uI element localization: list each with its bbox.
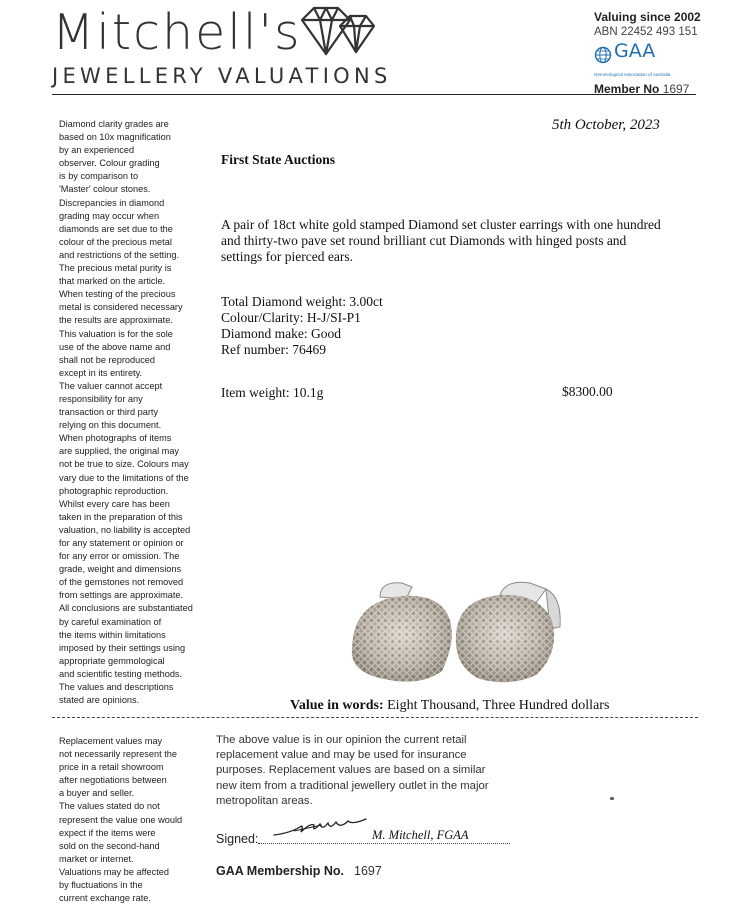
disclaimer-note: Diamond clarity grades are based on 10x magnification by an experienced observer. Colour grading is by comparison to 'Master' colour stones. Discrepancies in diamond grading may occur when diamonds are set due to the colour of the precious metal and restrictions of the setting. The precious metal purity is that marked on the article. When testing of the precious metal is considered necessary the results are approximate. This valuation is for the sole use of the above name and shall not be reproduced except in its entirety. The valuer cannot accept responsibility for any transaction or third party relying on this document. When photographs of items are supplied, the original may not be true to size. Colours may vary due to the limitations of the photographic reproduction. Whilst every care has been taken in the preparation of this valuation, no liability is accepted for any statement or opinion or for any error or omission. The grade, weight and dimensions of the gemstones not removed from settings are approximate. All conclusions are substantiated by careful examination of the items within limitations imposed by their settings using appropriate gemmological and scientific testing methods. The values and descriptions stated are opinions. xyxy=(59,119,193,706)
mark-dot xyxy=(610,797,614,800)
member-number-value: 1697 xyxy=(662,82,690,96)
item-price: $8300.00 xyxy=(562,384,613,399)
spec-line: Total Diamond weight: 3.00ct xyxy=(221,294,383,309)
member-label: Member No xyxy=(594,82,660,96)
earrings-photo xyxy=(340,575,580,687)
signature-image xyxy=(270,815,370,841)
recipient-name: First State Auctions xyxy=(221,152,335,167)
document-date: 5th October, 2023 xyxy=(552,117,660,133)
value-in-words xyxy=(290,698,609,714)
signer-name: M. Mitchell, FGAA xyxy=(372,828,469,842)
dashed-divider xyxy=(52,717,698,718)
signed-label: Signed: xyxy=(216,832,259,846)
value-words-text: Eight Thousand, Three Hundred dollars xyxy=(387,698,610,713)
abn-number: ABN 22452 493 151 xyxy=(594,26,698,38)
spec-line: Diamond make: Good xyxy=(221,326,341,341)
gaa-logo-subtext: Gemmological Association of Australia xyxy=(594,72,671,77)
replacement-value-note: The above value is in our opinion the current retail replacement value and may be used for insurance purposes. Replacement values are based on a similar new item from a traditional jewellery outlet in the major metropolitan areas. xyxy=(216,734,489,807)
item-description: A pair of 18ct white gold stamped Diamond set cluster earrings with one hundred and thirty-two pave set round brilliant cut Diamonds with hinged posts and settings for pierced ears. xyxy=(221,217,661,264)
spec-line: Colour/Clarity: H-J/SI-P1 xyxy=(221,310,361,325)
brand-subtitle: JEWELLERY VALUATIONS xyxy=(52,64,392,88)
gaa-membership-number: 1697 xyxy=(354,864,382,878)
brand-name: Mitchell's xyxy=(52,4,302,61)
globe-icon xyxy=(594,46,612,64)
value-words-label: Value in words: xyxy=(290,698,384,713)
gaa-membership-label: GAA Membership No. xyxy=(216,864,345,878)
valuing-since: Valuing since 2002 xyxy=(594,10,701,24)
item-specs xyxy=(221,294,383,358)
diamond-logo-icon xyxy=(296,4,376,62)
item-weight: Item weight: 10.1g xyxy=(221,385,324,400)
gaa-logo-text: GAA xyxy=(614,40,656,62)
replacement-disclaimer-note: Replacement values may not necessarily represent the price in a retail showroom after negotiations between a buyer and seller. The values stated do not represent the value one would expect if the items were sold on the second-hand market or internet. Valuations may be affected by fluctuations in the current exchange rate. xyxy=(59,736,183,904)
gaa-membership xyxy=(216,864,382,878)
gaa-logo xyxy=(594,40,744,77)
spec-line: Ref number: 76469 xyxy=(221,342,326,357)
header-contact-block xyxy=(594,10,744,97)
signature-line xyxy=(258,843,510,844)
header-divider xyxy=(52,94,696,95)
